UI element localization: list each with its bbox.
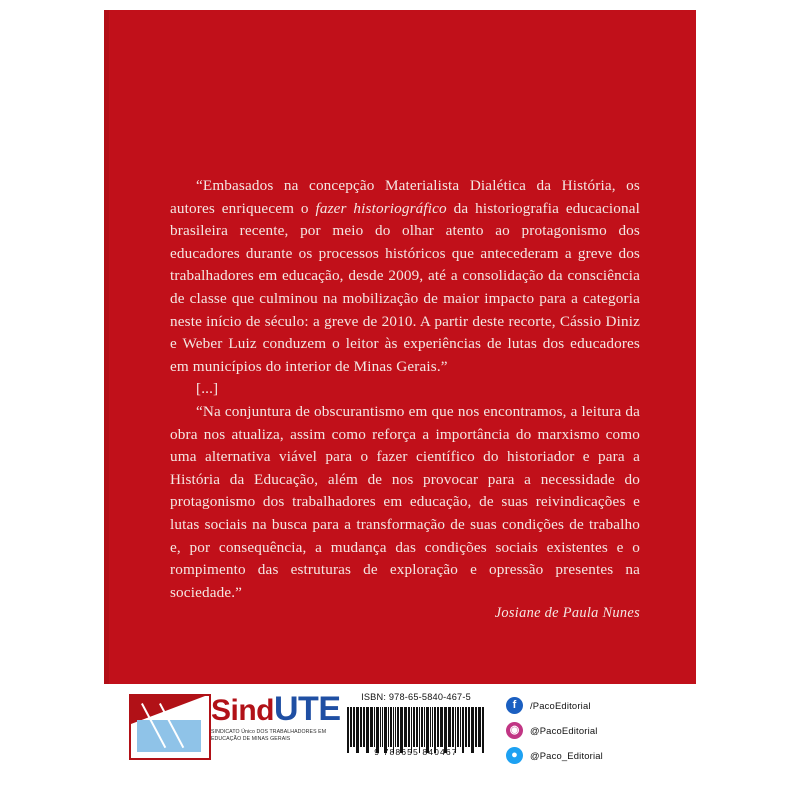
barcode-bar xyxy=(363,707,365,747)
barcode-bar xyxy=(353,707,355,747)
isbn-barcode xyxy=(347,707,485,759)
sindute-logo-mark-icon xyxy=(129,694,211,760)
blurb-paragraph-1 xyxy=(170,175,640,378)
blurb-ellipsis: [...] xyxy=(196,380,219,398)
social-links xyxy=(506,694,686,769)
barcode-bar xyxy=(360,707,362,747)
sindute-logo-text xyxy=(211,692,339,743)
barcode-bar xyxy=(416,707,418,747)
facebook-icon: f xyxy=(506,697,523,714)
social-handle-facebook: /PacoEditorial xyxy=(530,699,591,711)
sindute-wordmark xyxy=(211,692,339,728)
sindute-logo xyxy=(129,690,339,760)
barcode-bar xyxy=(388,707,389,747)
sindute-logo-subtitle: SINDICATO Único DOS TRABALHADORES EM EDUCAÇÃO DE MINAS GERAIS xyxy=(211,729,327,742)
barcode-bar xyxy=(382,707,383,747)
barcode-bar xyxy=(374,707,375,747)
blurb-attribution: Josiane de Paula Nunes xyxy=(494,605,640,621)
social-handle-twitter: @Paco_Editorial xyxy=(530,749,603,761)
back-cover-panel xyxy=(104,10,696,785)
barcode-bar xyxy=(404,707,407,747)
isbn-block xyxy=(336,692,496,759)
barcode-bar xyxy=(408,707,410,747)
social-item-instagram[interactable] xyxy=(506,719,686,741)
barcode-digits: 9 788655 840467 xyxy=(374,747,458,757)
barcode-bar xyxy=(440,707,443,747)
blurb-text xyxy=(170,175,640,604)
barcode-bar xyxy=(465,707,467,747)
social-item-facebook[interactable] xyxy=(506,694,686,716)
blurb-p1-italic: fazer historiográfico xyxy=(315,199,447,217)
barcode-bar xyxy=(380,707,381,747)
barcode-bar xyxy=(395,707,396,747)
barcode-bar xyxy=(390,707,392,747)
barcode-bar xyxy=(437,707,439,747)
barcode-bar xyxy=(397,707,399,747)
barcode-bar xyxy=(457,707,459,747)
logo-word-ute: UTE xyxy=(274,690,341,728)
barcode-bar xyxy=(452,707,454,747)
barcode-bar xyxy=(413,707,415,747)
barcode-bars xyxy=(347,707,485,747)
barcode-bar xyxy=(468,707,470,747)
blurb-p1-part2: da historiografia educacional brasileira recente, por meio do olhar atento ao protagonismo dos educadores durante os processos históricos que antecederam a greve dos trabalhadores em educação, desde 2009, até a consolidação da consciência de classe que culminou na mobilização de maior impacto para a categoria neste início de século: a greve de 2010. A partir deste recorte, Cássio Diniz e Weber Luiz conduzem o leitor às experiências de lutas dos educadores em municípios do interior de Minas Gerais.” xyxy=(170,199,641,375)
barcode-bar xyxy=(350,707,352,747)
barcode-bar xyxy=(460,707,461,747)
barcode-bar xyxy=(430,707,431,747)
barcode-bar xyxy=(370,707,373,747)
barcode-bar xyxy=(424,707,425,747)
barcode-bar xyxy=(478,707,481,747)
logo-word-sind: Sind xyxy=(211,694,274,727)
logo-blue-block xyxy=(137,720,201,752)
instagram-icon: ◉ xyxy=(506,722,523,739)
barcode-bar xyxy=(421,707,424,747)
social-handle-instagram: @PacoEditorial xyxy=(530,724,598,736)
twitter-icon: ● xyxy=(506,747,523,764)
blurb-p1-part1: “Embasados na concepção Materialista Dialética da História, os autores enriquecem o xyxy=(170,177,640,217)
blurb-paragraph-2: “Na conjuntura de obscurantismo em que nos encontramos, a leitura da obra nos atualiza, assim como reforça a importância do marxismo como uma alternativa viável para o fazer científico do historiador e para a História da Educação, além de nos provocar para a necessidade do protagonismo dos trabalhadores em educação, de suas reivindicações e lutas sociais na busca para a transformação de suas condições de trabalho e, por consequência, a mudança das condições sociais existentes e o rompimento das estruturas de exploração e opressão presentes na sociedade.” xyxy=(170,402,640,601)
isbn-label: ISBN: 978-65-5840-467-5 xyxy=(361,692,471,702)
spine-edge xyxy=(104,10,109,785)
barcode-bar xyxy=(475,707,477,747)
cover-footer-strip xyxy=(104,684,696,785)
barcode-bar xyxy=(432,707,433,747)
social-item-twitter[interactable] xyxy=(506,744,686,766)
barcode-bar xyxy=(448,707,451,747)
